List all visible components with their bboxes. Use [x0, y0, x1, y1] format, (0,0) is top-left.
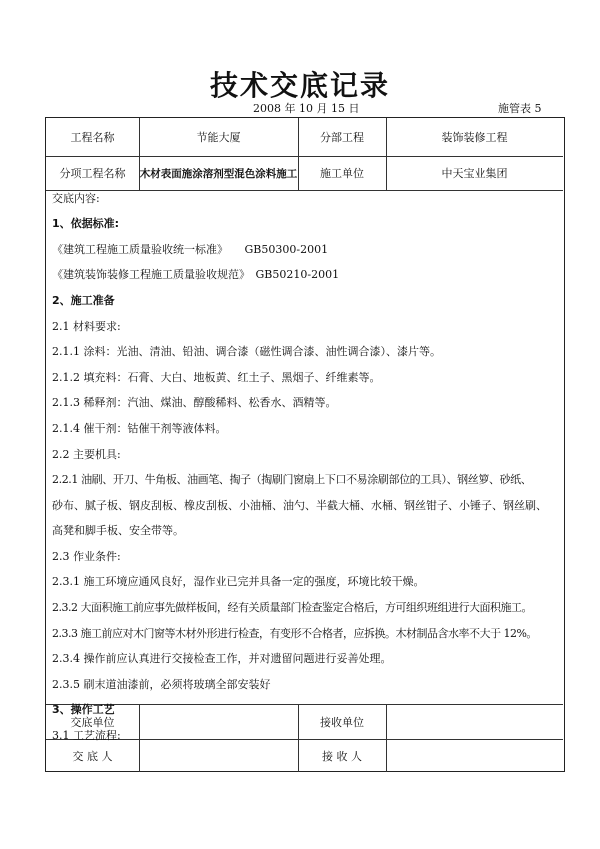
sub-project-value: 木材表面施涂溶剂型混色涂料施工	[139, 167, 298, 180]
sub-project-label: 分项工程名称	[59, 167, 126, 180]
content-line: 2.2.1 油刷、开刀、牛角板、油画笔、掏子（掏刷门窗扇上下口不易涂刷部位的工具）、钢丝箩、砂纸、	[52, 473, 532, 486]
column-divider	[139, 704, 140, 772]
section-heading: 3、操作工艺	[52, 703, 115, 716]
page-title: 技术交底记录	[209, 69, 390, 102]
content-line: 2.1.2 填充料：石膏、大白、地板黄、红土子、黑烟子、纤维素等。	[52, 371, 381, 384]
receiver-person-label: 接 收 人	[322, 749, 362, 763]
content-line: 3.1 工艺流程:	[52, 729, 121, 742]
content-line: 2.1 材料要求:	[52, 320, 121, 333]
content-line: 《建筑装饰装修工程施工质量验收规范》 GB50210-2001	[52, 268, 340, 281]
content-line: 2.1.4 催干剂：钴催干剂等液体料。	[52, 422, 227, 435]
record-date: 2008 年 10 月 15 日	[253, 102, 360, 115]
form-number: 施管表 5	[498, 102, 542, 115]
content-line: 《建筑工程施工质量验收统一标准》 GB50300-2001	[52, 243, 329, 256]
content-line: 2.1.1 涂料：光油、清油、铅油、调合漆（磁性调合漆、油性调合漆）、漆片等。	[52, 345, 441, 358]
content-line: 2.3.5 刷末道油漆前，必须将玻璃全部安装好	[52, 678, 271, 691]
receiver-unit-label: 接收单位	[320, 715, 364, 729]
section-heading: 2、施工准备	[52, 294, 115, 307]
project-name-value: 节能大厦	[196, 131, 241, 144]
project-name-label: 工程名称	[70, 131, 115, 144]
column-divider	[386, 704, 387, 772]
unit-value: 中天宝业集团	[441, 167, 508, 180]
division-value: 装饰装修工程	[441, 131, 508, 144]
content-line: 2.2 主要机具:	[52, 448, 121, 461]
content-line: 2.3 作业条件:	[52, 550, 121, 563]
division-label: 分部工程	[320, 131, 364, 144]
unit-label: 施工单位	[320, 167, 364, 180]
content-label: 交底内容:	[52, 192, 100, 205]
content-line: 高凳和脚手板、安全带等。	[52, 524, 184, 537]
record-form	[45, 117, 565, 772]
content-line: 2.3.4 操作前应认真进行交接检查工作，并对遗留问题进行妥善处理。	[52, 652, 392, 665]
content-line: 砂布、腻子板、钢皮刮板、橡皮刮板、小油桶、油勺、半截大桶、水桶、钢丝钳子、小锤子、钢丝刷、	[52, 499, 547, 512]
content-line: 2.3.3 施工前应对木门窗等木材外形进行检查，有变形不合格者，应拆换。木材制品含水率不大于 12%。	[52, 627, 537, 640]
handover-person-label: 交 底 人	[72, 749, 113, 763]
row-divider	[46, 190, 563, 191]
section-heading: 1、依据标准:	[52, 217, 120, 230]
content-line: 2.3.2 大面积施工前应事先做样板间，经有关质量部门检查鉴定合格后，方可组织班组进行大面积施工。	[52, 601, 532, 614]
content-line: 2.1.3 稀释剂：汽油、煤油、醇酸稀料、松香水、酒精等。	[52, 396, 337, 409]
content-line: 2.3.1 施工环境应通风良好，湿作业已完并具备一定的强度，环境比较干燥。	[52, 575, 425, 588]
handover-unit-label: 交底单位	[70, 715, 115, 729]
